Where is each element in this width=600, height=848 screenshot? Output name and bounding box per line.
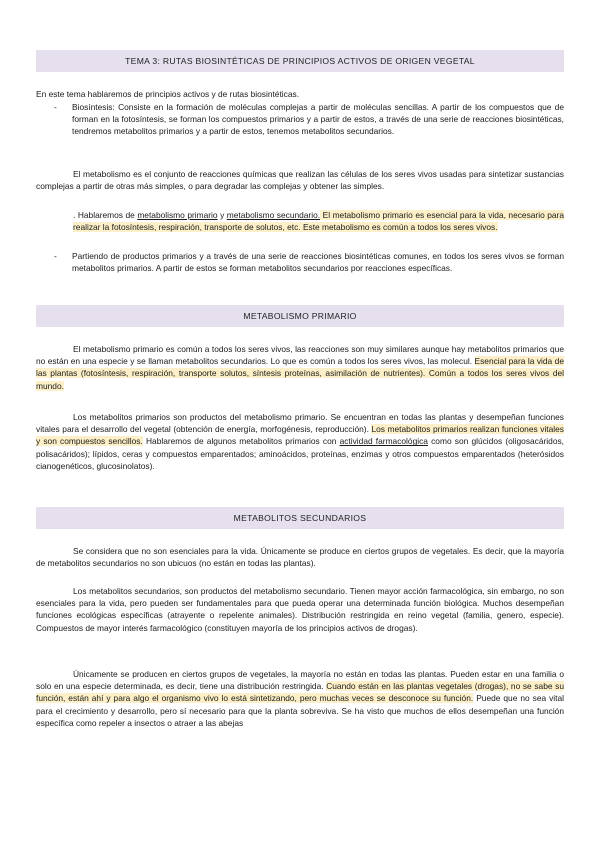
primario-paragraph-1 xyxy=(36,343,564,392)
hablaremos-paragraph xyxy=(36,209,564,233)
primario-p2-text-1: Los metabolitos primarios son productos del metabolismo primario. Se encuentran en todas las plantas y desempeñan funciones vitales para el desarrollo del vegetal (obtención de energía, morfogénesis, reproducción). xyxy=(36,412,564,435)
secundario-p3-text-2: Puede que no sea vital para el crecimiento y desarrollo, pero sí necesario para que la planta sobreviva. Se ha visto que muchos de ellos desempeñan una función específica como repeler a insectos o atraer a las abejas xyxy=(36,693,565,728)
secundario-p3-text-1: Únicamente se producen en ciertos grupos de vegetales, la mayoría no están en todas las plantas. Pueden estar en una familia o solo en una especie determinada, es decir, tiene una distribución restringida. xyxy=(36,669,564,692)
metabolismo-primario-link[interactable]: metabolismo primario xyxy=(137,210,218,220)
secundario-paragraph-3 xyxy=(36,668,564,729)
primario-p1-highlight: Esencial para la vida de las plantas (fotosíntesis, respiración, transporte solutos, síntesis proteínas, asimilación de nutrientes). Común a todos los seres vivos del mundo. xyxy=(36,356,564,391)
bullet-biosintesis-text: Biosíntesis: Consiste en la formación de moléculas complejas a partir de moléculas sencillas. A partir de los compuestos que de forman en la fotosíntesis, se forman los compuestos primarios y a partir de estos, a través de una serie de reacciones biosintéticas, tendremos metabolitos primarios y a partir de estos, tenemos metabolitos secundarios. xyxy=(72,102,564,137)
bullet-dash: - xyxy=(54,251,57,261)
highlight-metabolismo-primario: El metabolismo primario es esencial para la vida, necesario para realizar la fotosíntesis, respiración, transporte de solutos, etc. Este metabolismo es común a todos los seres vivos. xyxy=(73,210,565,233)
hablaremos-lead: . Hablaremos de xyxy=(73,210,138,220)
section-heading-primario: METABOLISMO PRIMARIO xyxy=(36,305,564,327)
actividad-farmacologica-link[interactable]: actividad farmacológica xyxy=(339,436,428,447)
secundario-paragraph-1: Se considera que no son esenciales para la vida. Únicamente se produce en ciertos grupos de vegetales. Es decir, que la mayoría de metabolitos secundarios no son ubicuos (no están en todas las plantas). xyxy=(36,546,564,569)
secundario-p3-highlight: Cuando están en las plantas vegetales (drogas), no se sabe su función, están ahí y para algo el organismo vivo lo está sintetizando, pero muchas veces se desconoce su función. xyxy=(36,681,564,704)
bullet-dash: - xyxy=(54,102,57,112)
hablaremos-mid: y xyxy=(217,210,227,220)
primario-paragraph-2 xyxy=(36,411,564,472)
primario-p2-highlight: Los metabolitos primarios realizan funciones vitales y son compuestos sencillos. xyxy=(36,424,564,447)
metabolismo-secundario-link[interactable]: metabolismo secundario. xyxy=(226,210,321,220)
primario-p2-text-3: como son glúcidos (oligosacáridos, polisacáridos); lípidos, ceras y compuestos emparentados; aminoácidos, proteínas, enzimas y otros compuestos emparentados (heterósidos cianogenéticos, glucosinolatos). xyxy=(36,436,564,471)
metabolismo-definition: El metabolismo es el conjunto de reacciones químicas que realizan las células de los seres vivos usadas para sintetizar sustancias complejas a partir de otras más simples, o para degradar las complejas y obtener las simples. xyxy=(36,169,564,192)
bullet-biosintesis xyxy=(54,101,564,138)
primario-p2-text-2: Hablaremos de algunos metabolitos primarios con xyxy=(142,436,340,447)
intro-text: En este tema hablaremos de principios activos y de rutas biosintéticas. xyxy=(36,89,300,99)
bullet-productos xyxy=(54,250,564,274)
page-title: TEMA 3: RUTAS BIOSINTÉTICAS DE PRINCIPIOS ACTIVOS DE ORIGEN VEGETAL xyxy=(36,50,564,72)
bullet-productos-text: Partiendo de productos primarios y a través de una serie de reacciones biosintéticas comunes, en todos los seres vivos se forman metabolitos primarios. A partir de estos se forman metabolitos secundarios por reacciones específicas. xyxy=(72,251,564,274)
secundario-paragraph-2: Los metabolitos secundarios, son productos del metabolismo secundario. Tienen mayor acción farmacológica, sin embargo, no son esenciales para la vida, pero pueden ser fundamentales para que pueda operar una determinada función biológica. Muchos desempeñan funciones ecológicas específicas (atrayente o repelente animales). Distribución restringida en reino vegetal (familia, genero, especie). Compuestos de mayor interés farmacológico (constituyen mayoría de los principios activos de drogas). xyxy=(36,586,564,633)
section-heading-secundario: METABOLITOS SECUNDARIOS xyxy=(36,507,564,529)
primario-p1-text: El metabolismo primario es común a todos los seres vivos, las reacciones son muy similares aunque hay metabolitos primarios que no están en una especie y se llaman metabolitos secundarios. Lo que es común a todos los seres vivos, las molecul. xyxy=(36,344,564,367)
